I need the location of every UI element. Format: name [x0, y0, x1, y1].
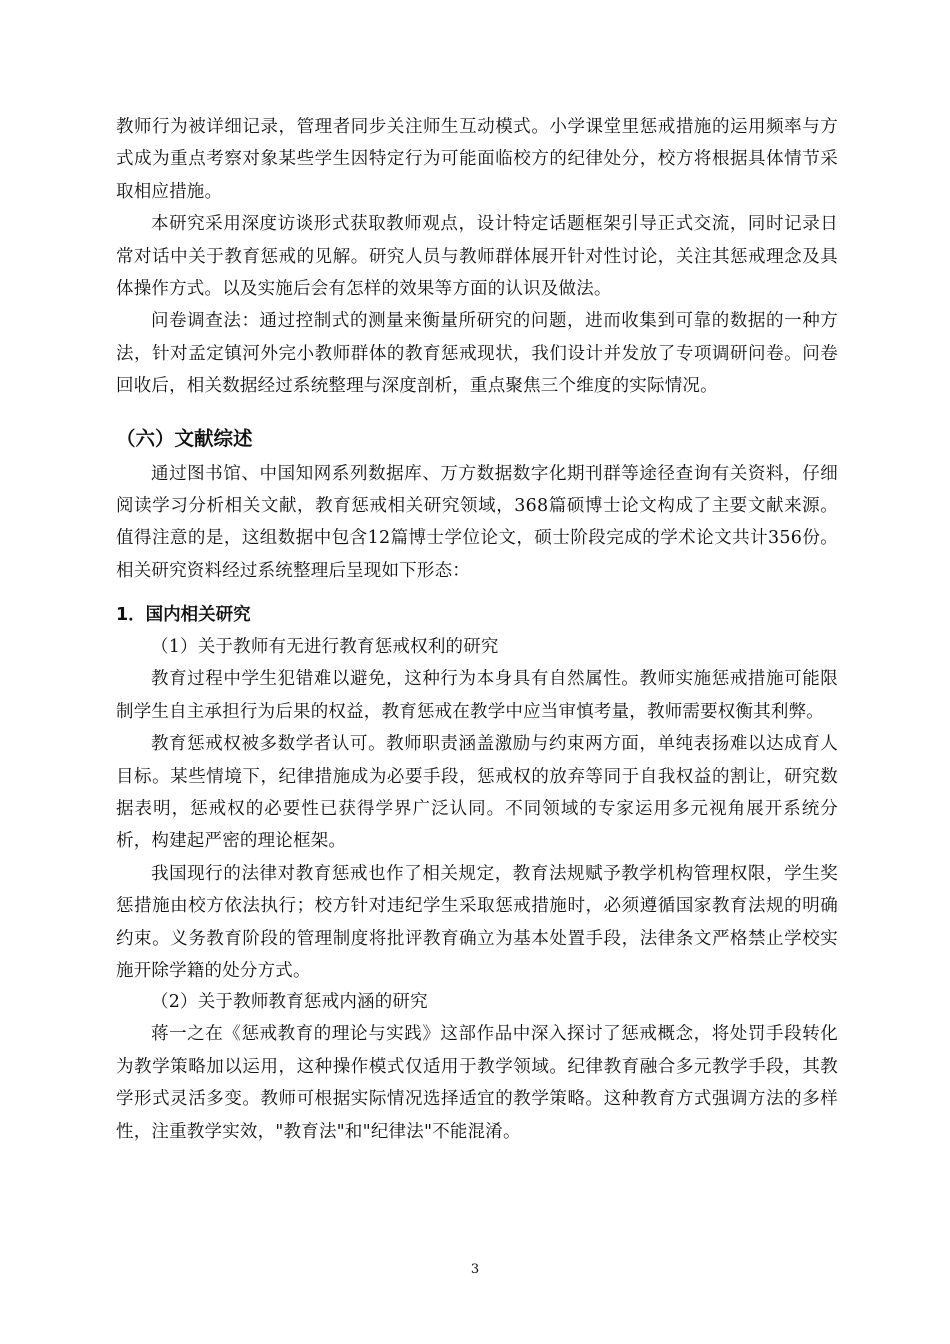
paragraph-questionnaire-method: 问卷调查法：通过控制式的测量来衡量所研究的问题，进而收集到可靠的数据的一种方法，针对孟定镇河外完小教师群体的教育惩戒现状，我们设计并发放了专项调研问卷。问卷回收后，相关数据经过系统整理与深度剖析，重点聚焦三个维度的实际情况。 — [116, 311, 838, 397]
page-content — [116, 111, 838, 1148]
subsection-heading-domestic-research: 1．国内相关研究 — [116, 605, 251, 626]
paragraph-interview-method: 本研究采用深度访谈形式获取教师观点，设计特定话题框架引导正式交流，同时记录日常对话中关于教育惩戒的见解。研究人员与教师群体展开针对性讨论，关注其惩戒理念及具体操作方式。以及实施后会有怎样的效果等方面的认识及做法。 — [116, 214, 838, 300]
paragraph-topic1-part1: 教育过程中学生犯错难以避免，这种行为本身具有自然属性。教师实施惩戒措施可能限制学生自主承担行为后果的权益，教育惩戒在教学中应当审慎考量，教师需要权衡其利弊。 — [116, 669, 838, 722]
topic-title-discipline-connotation: （2）关于教师教育惩戒内涵的研究 — [151, 992, 428, 1013]
paragraph-observation-note: 教师行为被详细记录，管理者同步关注师生互动模式。小学课堂里惩戒措施的运用频率与方式成为重点考察对象某些学生因特定行为可能面临校方的纪律处分，校方将根据具体情节采取相应措施。 — [116, 117, 838, 202]
paragraph-topic1-part2: 教育惩戒权被多数学者认可。教师职责涵盖激励与约束两方面，单纯表扬难以达成育人目标。某些情境下，纪律措施成为必要手段，惩戒权的放弃等同于自我权益的割让，研究数据表明，惩戒权的必要性已获得学界广泛认同。不同领域的专家运用多元视角展开系统分析，构建起严密的理论框架。 — [116, 734, 838, 852]
page-number: 3 — [470, 1262, 480, 1277]
paragraph-topic1-part3: 我国现行的法律对教育惩戒也作了相关规定，教育法规赋予教学机构管理权限，学生奖惩措施由校方依法执行；校方针对违纪学生采取惩戒措施时，必须遵循国家教育法规的明确约束。义务教育阶段的管理制度将批评教育确立为基本处置手段，法律条文严格禁止学校实施开除学籍的处分方式。 — [116, 863, 838, 981]
paragraph-topic2: 蒋一之在《惩戒教育的理论与实践》这部作品中深入探讨了惩戒概念，将处罚手段转化为教学策略加以运用，这种操作模式仅适用于教学领域。纪律教育融合多元教学手段，其教学形式灵活多变。教师可根据实际情况选择适宜的教学策略。这种教育方式强调方法的多样性，注重教学实效，"教育法"和"纪律法"不能混淆。 — [116, 1024, 838, 1142]
topic-title-discipline-right: （1）关于教师有无进行教育惩戒权利的研究 — [151, 637, 499, 658]
section-heading-literature-review: （六）文献综述 — [116, 426, 253, 450]
paragraph-literature-intro: 通过图书馆、中国知网系列数据库、万方数据数字化期刊群等途径查询有关资料，仔细阅读学习分析相关文献，教育惩戒相关研究领域，368篇硕博士论文构成了主要文献来源。值得注意的是，这组数据中包含12篇博士学位论文，硕士阶段完成的学术论文共计356份。相关研究资料经过系统整理后呈现如下形态： — [116, 463, 838, 581]
